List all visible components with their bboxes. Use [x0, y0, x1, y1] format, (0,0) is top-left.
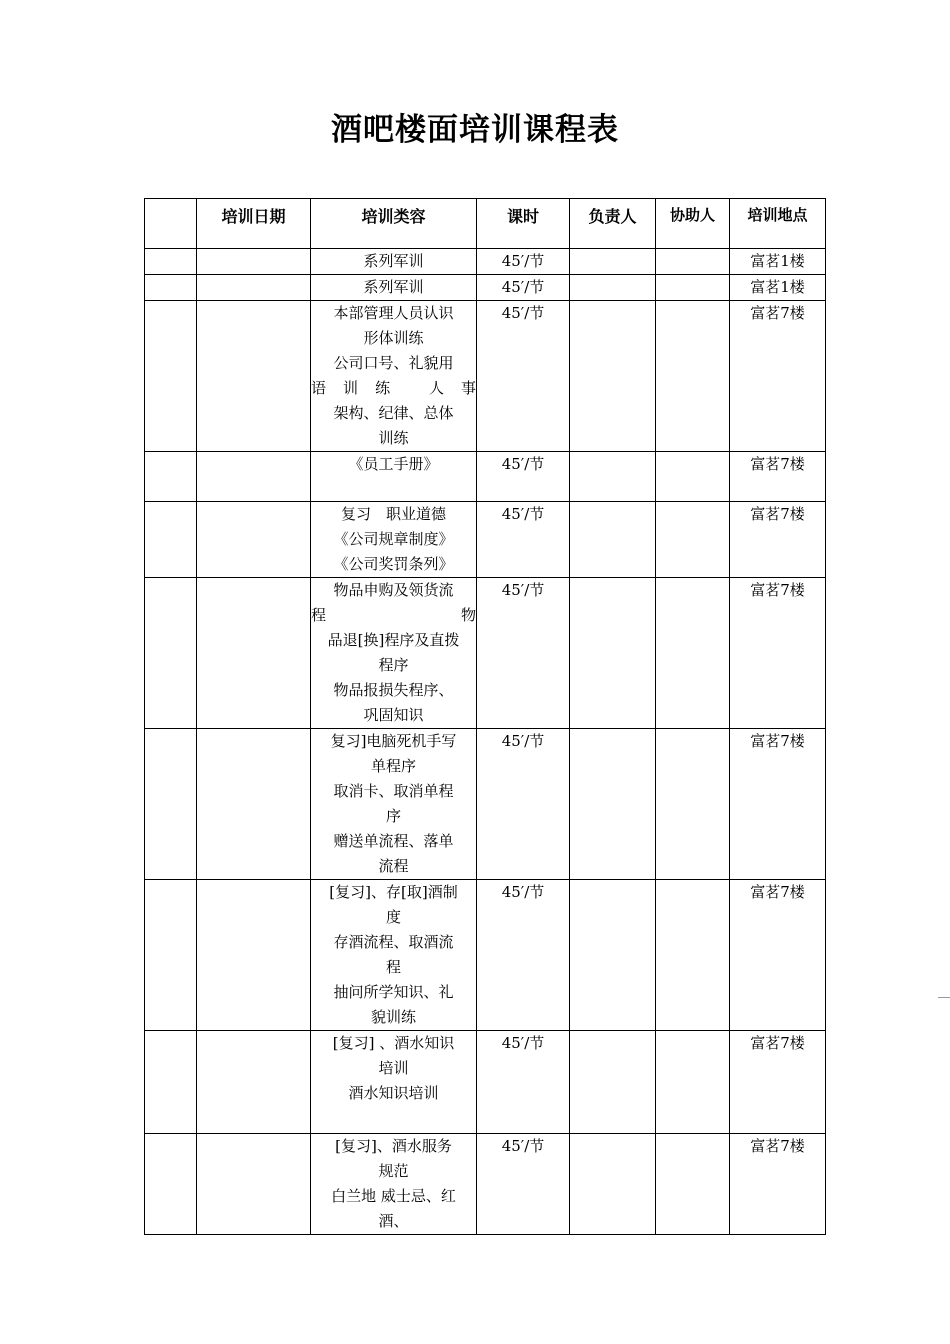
cell-hours: 45′/节: [477, 1031, 570, 1134]
cell-content: [311, 502, 477, 578]
content-line: 程: [385, 958, 401, 976]
content-line: 抽问所学知识、礼: [333, 983, 454, 1001]
cell-owner: [570, 578, 656, 729]
cell-owner: [570, 249, 656, 275]
table-row: [145, 502, 826, 578]
content-line: 度: [385, 908, 401, 926]
table-row: [145, 880, 826, 1031]
table-row: [145, 1134, 826, 1235]
cell-location: 富茗7楼: [730, 1031, 826, 1134]
cell-content: [311, 1134, 477, 1235]
cell-owner: [570, 452, 656, 502]
content-line: 赠送单流程、落单: [333, 832, 454, 850]
cell-date: [197, 880, 311, 1031]
cell-assistant: [656, 502, 730, 578]
table-row: [145, 301, 826, 452]
content-line: 物品报损失程序、: [333, 681, 454, 699]
cell-owner: [570, 301, 656, 452]
content-line: 单程序: [370, 757, 416, 775]
cell-index: [145, 1031, 197, 1134]
cell-index: [145, 502, 197, 578]
cell-owner: [570, 729, 656, 880]
content-line: 品退[换]程序及直拨: [327, 631, 460, 649]
cell-index: [145, 452, 197, 502]
content-line: [复习]、酒水服务: [335, 1137, 452, 1155]
content-line: 《公司规章制度》: [333, 530, 454, 548]
header-date: 培训日期: [197, 199, 311, 249]
table-row: [145, 1031, 826, 1134]
cell-hours: 45′/节: [477, 729, 570, 880]
cell-hours: 45′/节: [477, 578, 570, 729]
cell-date: [197, 301, 311, 452]
content-line: 酒水知识培训: [348, 1084, 439, 1102]
cell-assistant: [656, 1134, 730, 1235]
margin-mark: [938, 997, 950, 998]
cell-date: [197, 452, 311, 502]
cell-location: 富茗7楼: [730, 452, 826, 502]
header-content: 培训类容: [311, 199, 477, 249]
cell-date: [197, 1134, 311, 1235]
cell-hours: 45′/节: [477, 275, 570, 301]
cell-content: [311, 880, 477, 1031]
content-line: 程序: [378, 656, 409, 674]
content-line: 语训练 人事: [311, 379, 476, 397]
cell-date: [197, 578, 311, 729]
cell-hours: 45′/节: [477, 452, 570, 502]
cell-content: [311, 275, 477, 301]
content-line: 巩固知识: [363, 706, 424, 724]
cell-assistant: [656, 880, 730, 1031]
cell-content: [311, 249, 477, 275]
table-body: [145, 249, 826, 1235]
schedule-table: [144, 198, 826, 1235]
cell-content: [311, 729, 477, 880]
cell-date: [197, 249, 311, 275]
cell-assistant: [656, 452, 730, 502]
content-line: 公司口号、礼貌用: [333, 354, 454, 372]
cell-index: [145, 249, 197, 275]
content-line: 《员工手册》: [348, 455, 439, 473]
content-line: 复习 职业道德: [340, 505, 446, 523]
cell-location: 富茗7楼: [730, 301, 826, 452]
content-line: 取消卡、取消单程: [333, 782, 454, 800]
content-line: 规范: [378, 1162, 409, 1180]
cell-assistant: [656, 578, 730, 729]
content-line: 系列军训: [363, 278, 424, 296]
header-row: [145, 199, 826, 249]
cell-location: 富茗7楼: [730, 880, 826, 1031]
cell-location: 富茗7楼: [730, 1134, 826, 1235]
content-line: 形体训练: [363, 329, 424, 347]
table-row: [145, 249, 826, 275]
page-title: 酒吧楼面培训课程表: [331, 112, 619, 148]
header-hours: 课时: [477, 199, 570, 249]
header-index: [145, 199, 197, 249]
cell-owner: [570, 275, 656, 301]
cell-index: [145, 1134, 197, 1235]
cell-location: 富茗7楼: [730, 729, 826, 880]
cell-assistant: [656, 275, 730, 301]
cell-owner: [570, 1134, 656, 1235]
cell-index: [145, 578, 197, 729]
cell-assistant: [656, 729, 730, 880]
cell-location: 富茗7楼: [730, 578, 826, 729]
content-line: 架构、纪律、总体: [333, 404, 454, 422]
cell-owner: [570, 502, 656, 578]
cell-content: [311, 578, 477, 729]
table-row: [145, 275, 826, 301]
cell-location: 富茗1楼: [730, 249, 826, 275]
cell-date: [197, 1031, 311, 1134]
content-line: 酒、: [378, 1212, 409, 1230]
cell-date: [197, 729, 311, 880]
cell-owner: [570, 880, 656, 1031]
cell-content: [311, 1031, 477, 1134]
cell-index: [145, 275, 197, 301]
table-row: [145, 729, 826, 880]
cell-hours: 45′/节: [477, 249, 570, 275]
cell-index: [145, 880, 197, 1031]
content-line: 物品申购及领货流: [333, 581, 454, 599]
content-line: 训练: [378, 429, 409, 447]
cell-content: [311, 452, 477, 502]
cell-content: [311, 301, 477, 452]
cell-date: [197, 275, 311, 301]
cell-hours: 45′/节: [477, 502, 570, 578]
cell-location: 富茗7楼: [730, 502, 826, 578]
cell-assistant: [656, 1031, 730, 1134]
cell-owner: [570, 1031, 656, 1134]
content-line: 培训: [378, 1059, 409, 1077]
cell-index: [145, 301, 197, 452]
cell-hours: 45′/节: [477, 301, 570, 452]
content-line: 白兰地 威士忌、红: [331, 1187, 456, 1205]
content-line: 系列军训: [363, 252, 424, 270]
cell-assistant: [656, 301, 730, 452]
table-row: [145, 578, 826, 729]
cell-location: 富茗1楼: [730, 275, 826, 301]
cell-assistant: [656, 249, 730, 275]
header-location: 培训地点: [730, 199, 826, 249]
header-assistant: 协助人: [656, 199, 730, 249]
content-line: 流程: [378, 857, 409, 875]
cell-hours: 45′/节: [477, 1134, 570, 1235]
content-line: 貌训练: [370, 1008, 416, 1026]
content-line: 程 物: [311, 606, 476, 624]
content-line: 存酒流程、取酒流: [333, 933, 454, 951]
content-line: 本部管理人员认识: [333, 304, 454, 322]
content-line: [复习] 、酒水知识: [332, 1034, 455, 1052]
cell-index: [145, 729, 197, 880]
table-row: [145, 452, 826, 502]
content-line: 《公司奖罚条列》: [333, 555, 454, 573]
content-line: 复习]电脑死机手写: [330, 732, 457, 750]
cell-date: [197, 502, 311, 578]
header-owner: 负责人: [570, 199, 656, 249]
content-line: 序: [385, 807, 401, 825]
content-line: [复习]、存[取]酒制: [329, 883, 458, 901]
cell-hours: 45′/节: [477, 880, 570, 1031]
